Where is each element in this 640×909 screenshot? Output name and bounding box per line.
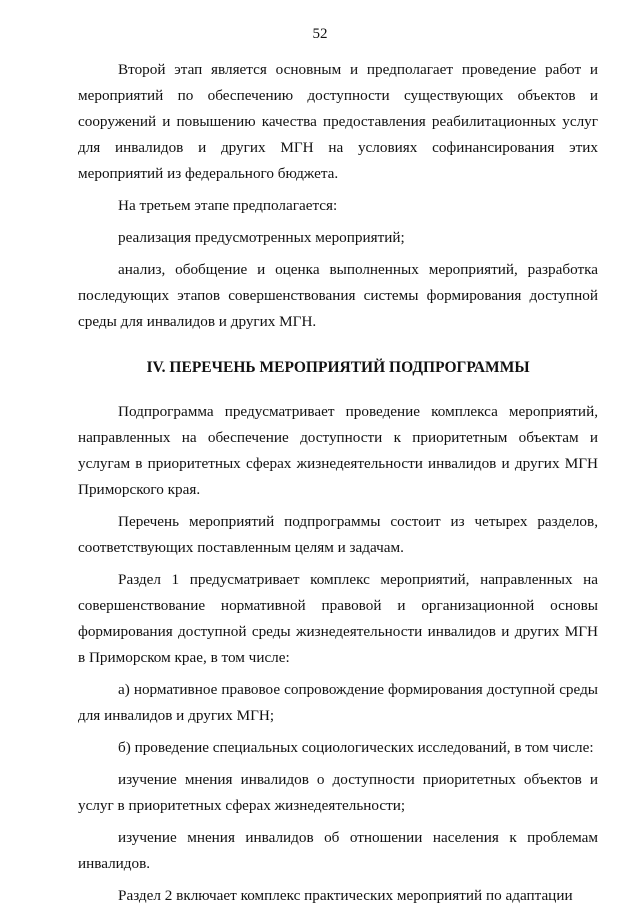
paragraph-item-b: б) проведение специальных социологических исследований, в том числе: [118, 739, 594, 756]
paragraph-survey-attitude: изучение мнения инвалидов об отношении населения к проблемам инвалидов. [78, 829, 598, 872]
paragraph-stage-two: Второй этап является основным и предполагает проведение работ и мероприятий по обеспечению доступности существующих объектов и сооружений и повышению качества предоставления реабилитационных услуг для инвалидов и других МГН на условиях софинансирования этих мероприятий из федерального бюджета. [78, 61, 598, 182]
paragraph-analysis: анализ, обобщение и оценка выполненных мероприятий, разработка последующих этапов совершенствования системы формирования доступной среды для инвалидов и других МГН. [78, 261, 598, 330]
page-number: 52 [312, 26, 328, 42]
paragraph-stage-three: На третьем этапе предполагается: [118, 197, 338, 214]
paragraph-section-two: Раздел 2 включает комплекс практических мероприятий по адаптации [118, 887, 573, 904]
section-title: IV. ПЕРЕЧЕНЬ МЕРОПРИЯТИЙ ПОДПРОГРАММЫ [146, 359, 530, 376]
paragraph-item-a: а) нормативное правовое сопровождение формирования доступной среды для инвалидов и других МГН; [78, 681, 598, 724]
document-body [78, 57, 598, 909]
paragraph-list-sections: Перечень мероприятий подпрограммы состоит из четырех разделов, соответствующих поставленным целям и задачам. [78, 513, 598, 556]
paragraph-section-one: Раздел 1 предусматривает комплекс мероприятий, направленных на совершенствование нормативной правовой и организационной основы формирования доступной среды жизнедеятельности инвалидов и других МГН в Приморском крае, в том числе: [78, 571, 598, 666]
paragraph-implementation: реализация предусмотренных мероприятий; [118, 229, 405, 246]
paragraph-subprogram: Подпрограмма предусматривает проведение комплекса мероприятий, направленных на обеспечение доступности к приоритетным объектам и услугам в приоритетных сферах жизнедеятельности инвалидов и других МГН Приморского края. [78, 403, 598, 498]
paragraph-survey-accessibility: изучение мнения инвалидов о доступности приоритетных объектов и услуг в приоритетных сферах жизнедеятельности; [78, 771, 598, 814]
